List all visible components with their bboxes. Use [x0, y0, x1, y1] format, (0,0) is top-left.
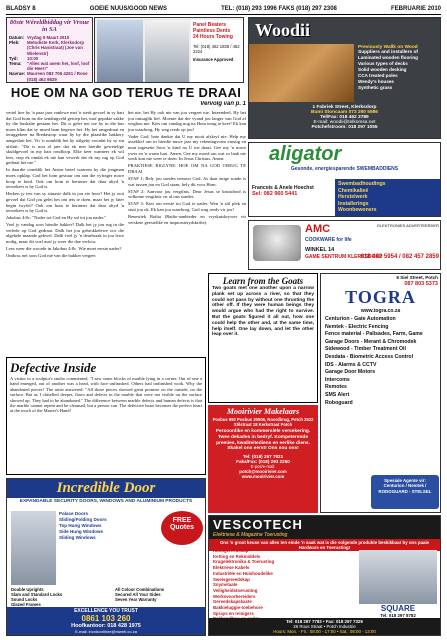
cookware-photo [253, 225, 301, 261]
togra-product: Centurion - Gate Automation [325, 316, 396, 322]
mooirivier-fax: Faks/Fax: (018) 293 2250 [236, 459, 290, 465]
togra-phone: 087 803 5373 [404, 281, 438, 287]
story-paragraph: STAP 3: Kies om eerste tot God te nader. Wen 'n stil plek en stuit jou ok. Ek kan jou waarborg, God wag reeds vir jou! [128, 201, 246, 212]
vescotech-product: Ketting en Rekmiddels [213, 553, 261, 559]
security-door-photo [11, 511, 56, 585]
incredible-subtitle: EXPANDABLE SECURITY DOORS, WINDOWS AND ALUMINIUM PRODUCTS [19, 499, 193, 504]
story-paragraph: Benestiek Botha (Radio-aanbieder en vryskutskrywer vir verskeie geestelike en inspirasietydskrifte). [128, 214, 246, 225]
incredible-feature: Sound Locks [11, 597, 38, 602]
wereldbiddag-row [9, 71, 90, 81]
incredible-feature: Seven Year Warranty [115, 597, 157, 602]
story-paragraph: Voel jy vandag soos hierdie bakker? Dalk het jy jou rug in die verlede op God gedraai. Dalk het jou gebrokkelewe oor die algehele maande gekwel. Dalk voel jy 'n deurbraak in jou lewe nodig, maar dit voel asof jy weer die dae verloor. [6, 222, 124, 245]
wereldbiddag-value: 10:00 [27, 55, 39, 61]
story-paragraph: Vader God, baie dankie dat U my nooit afskryf nie. Help my asseblief om in hierdie nuwe jaar my rekeningvorm ernstig en nuut ingesette Soos 'n kind na U toe draai. Gee my 'n nuwe ywer en 'n warm hart. Amen, Gee my moed om wat so lank nie werk kon nie weer te doen. In Jesus Christus. Amen. [128, 133, 246, 162]
woodii-product: Wendy's houses [358, 79, 394, 84]
service-1: Panel Beaters [193, 22, 227, 28]
incredible-excellence: EXCELLENCE YOU TRUST [74, 608, 138, 614]
woodii-logo: Woodii [255, 20, 311, 40]
togra-product: Roboguard [325, 399, 353, 406]
woodii-product: Solid wooden decking [358, 67, 407, 72]
wereldbiddag-details [7, 34, 92, 83]
learn-goats-text: Two goats met one another upon a narrow plank set up across a river, so that they could not pass by without one thrusting the other off. If they were human beings they would argue who had the right to survive. But the goats figured it all out, how one could help the other and, at the same time, help itself. One lay down, and let the other leap over it. [212, 286, 314, 338]
incredible-head-office: Hoofkantoor: 018 428 1975 [71, 623, 141, 629]
page-number: BLADSY 8 [6, 6, 36, 12]
square-logo: SQUARE [380, 604, 416, 613]
service-3: 24 Hours Towing [193, 34, 233, 40]
page-header [6, 4, 441, 15]
woodii-product: Laminated wooden flooring [358, 55, 418, 60]
togra-product: Garage Doors - Merant & Chromodek [325, 338, 417, 345]
wereldbiddag-key: Tyd: [9, 55, 18, 61]
togra-product: Garage Door Motors [325, 369, 376, 376]
amc-ad [248, 220, 441, 270]
vescotech-product: Sweisgereedskap [213, 576, 250, 582]
amc-mall: GAME SENTRUM KLERKSDORP [305, 254, 383, 260]
vescotech-product: Bakkieluggie-toebehore [213, 605, 263, 611]
incredible-feature: Secured All Your Sides [115, 592, 161, 597]
free-quotes-badge: FREE Quotes [161, 511, 203, 545]
story-continued: Vervolg van p. 1 [200, 101, 246, 107]
wereldbiddag-ad [6, 17, 93, 83]
publication-name: GOEIE NUUS/GOOD NEWS [89, 6, 168, 12]
wereldbiddag-key: Tema: [9, 61, 22, 67]
amc-logo: AMC [305, 223, 331, 235]
vescotech-product: Handgereedskap [213, 548, 249, 553]
togra-product: Intercoms [325, 376, 350, 383]
togra-product: Fence material - Palisades, Farm, Game [325, 331, 423, 338]
woodii-product-list [358, 55, 438, 91]
woodii-product: Various types of decks [358, 61, 408, 66]
mooirivier-web: www.mooirivier.com [241, 474, 285, 480]
story-paragraph: Jakobus 4:8c: "Nader tot God en Hy sal tot jou nader." [6, 215, 107, 221]
wooden-deck-photo [249, 44, 354, 102]
mooirivier-address: Posbus 992 Posbus 20506, Noordbrug, Potch 2522 Stilstraat 18 Kerkstraat Potch [212, 417, 314, 427]
story-paragraph: STAP 2: Aanvaar jou vergifnis. Deur Jesus se kruisdood is volkome vergifnis vir al ons sondes. [128, 188, 246, 200]
aligator-service: Herstelwerk [338, 194, 368, 201]
vescotech-logo: VESCOTECH [213, 517, 303, 532]
wereldbiddag-row [9, 61, 90, 71]
incredible-feature: All Colour Combinations [115, 587, 165, 592]
woodii-product: Synthetic grass [358, 85, 393, 90]
wereldbiddag-key: Navrae: [9, 71, 26, 77]
vescotech-product: Sprays en reinigers [213, 610, 254, 616]
panelbeater-contact: Tel: (018) 462 1838 / 462 2224 [193, 44, 240, 54]
learn-goats-title: Learn from the Goats [222, 276, 304, 286]
truck-photo-center [145, 20, 189, 82]
mooirivier-email-label: E-pos/e-mail: [250, 464, 276, 470]
vescotech-hours: Hours: Mon. - Fri.: 08:00 - 17:00 • Sat.: 08:00 - 13:00 [273, 629, 376, 634]
aligator-subtitle: Gesonde, energiesparende SWEMBADDIENS [290, 166, 399, 172]
amc-phones: 018 462 5954 / 082 457 2859 [360, 254, 439, 260]
panelbeater-services [191, 20, 243, 82]
incredible-feature: Slam and Standard Locks [11, 592, 63, 597]
story-paragraph: STAP 1: Bely jou sondes teenoor God. As daar enige sonde is wat tussen jou en God staan, bely dit voor Hom. [128, 176, 246, 187]
aligator-service: Installerings [338, 200, 369, 207]
incredible-product: Palace Doors [59, 511, 89, 516]
aligator-services [338, 181, 437, 214]
vescotech-product: Industriële en Huishoudelike [213, 570, 273, 576]
woodii-product: CCA treated poles [358, 73, 398, 78]
panelbeater-insurance: Insurance Approved [193, 57, 234, 62]
amc-tag: ELEKTRONIES ADVERTEERDER [377, 223, 439, 228]
incredible-phone: 0861 103 260 [81, 614, 131, 623]
wereldbiddag-value: Metodiste Kerk, Klerksdorp (Chris Hanistraat) (Joe van Wielenstr) [27, 40, 85, 56]
mooirivier-services: Persoonlike en kommersiële versekering. Twee dekades in bedryf. Kompeterende premies, kwaliteitediens en eerlike diens. Skakel ons eerst! Ons sou ons! [215, 429, 311, 452]
incredible-feature: Double Uprights [11, 587, 44, 592]
mooirivier-tel: Tel: (018) 297 7821 [242, 454, 284, 460]
vescotech-tel: Tel: 018 297 7783 • Fax: 018 297 7329 [286, 619, 363, 624]
vescotech-subtitle: Elektriese & Magazine Toerusting [213, 532, 288, 538]
togra-logo: TOGRA [345, 287, 416, 307]
wereldbiddag-value: Maureen 083 706 4261 / Rose (018) 462 9829 [27, 71, 88, 82]
incredible-products [59, 511, 159, 541]
woodii-potch: Potchefstroom: 018 297 1055 [311, 125, 378, 130]
togra-product: Dexdata - Biometric Access Control [325, 353, 414, 360]
wereldbiddag-value: Vrydag 5 Maart 2010 [27, 35, 70, 40]
wereldbiddag-row [9, 40, 90, 56]
truck-photo-left [97, 20, 143, 82]
defective-text: A visitor to a sculptor's studio commented, "I saw some blocks of marble lying in a corner. Out of one a hand emerged, out of another was a head, with face unfinished. Others had unfinished work. Why the abandoned pieces? The artist answered: "All those pieces showed great promise on the outside, on the surface. But as I chiselled deeper, flaws and defects in the marble that were not visible on the surface showed up. They had to be abandoned." The difference between marble defects and human defects is that the marble cannot repent and be cleansed, but a person can. The defective heart becomes the perfect heart at the touch of the Master's Hand! [10, 376, 202, 414]
vescotech-address: 28 Roos Straat • Potch Industrie [293, 624, 356, 629]
story-paragraph: In daardie oomblik het Anton besef waarom hy die jongman moes opklap. God het hom gestuur om aan die vyfrager nuwe hoop te bied. Ook om hom te herinner dat daar altyd 'n terwekeer is by God is. [6, 167, 124, 190]
woodii-address: 1 Fabriek Street, Klerksdorp [312, 105, 377, 110]
header-phone: TEL: (018) 293 1996 FAKS (018) 297 2308 [221, 6, 337, 12]
story-paragraph: Lees weer die woorde in Jakobus 4:8c. Wie moet eerste nader? [6, 246, 122, 252]
mooirivier-ad [208, 405, 318, 513]
incredible-feature: Glazed Frames [11, 602, 41, 607]
wereldbiddag-key: Datum: [9, 35, 25, 40]
defective-title: Defective Inside [10, 360, 97, 375]
incredible-product: Top Hung Windows [59, 523, 102, 528]
woodii-tagline: Previously Wallk on Wood [358, 45, 418, 50]
story-headline-box [6, 85, 246, 101]
incredible-email: E-mail: incrdoorlihee@mweb.co.za [75, 629, 137, 634]
mooirivier-email: potch@mooirivier.com [239, 469, 287, 475]
aligator-service: Chemikalieë [338, 187, 369, 194]
learn-goats-box [208, 273, 318, 403]
story-paragraph: vertel hoe hy 'n paar jaar vanlewe met 'n sterk gevoel in sy hart dat God hom na die sendingveld geroep het, mof gepakte sakke by die bushalte gestaan het. Dit is geler net toe hy in die bus moes klim dat sy moed hom begewe het. Hy het omgedraai en teruggekeer na Bredastorp waar hy by die plaaslike bakkery aangesluit het. Vir 'n oomblik het hy stilgehy voordat hy sy sin afsluit: "Dit is nou al jare dat ek met hierdie gewetelige skuldgevoel in my hart rondloop. Elke keer wanneer ek wil lees, stop ek omdat ek nie kan vewerk dat ek my rug op God gedraai het nie." [6, 110, 124, 166]
amc-shop: WINKEL 14 [305, 247, 335, 253]
incredible-product: Side Hung Windows [59, 529, 104, 534]
vescotech-product: Kragelektronika & Toerusting [213, 559, 275, 565]
incredible-logo: Incredible Door [7, 479, 205, 498]
incredible-features [11, 587, 203, 607]
wereldbiddag-key: Plek: [9, 40, 20, 46]
vescotech-product: Snymetaale [213, 582, 238, 588]
story-paragraph: PRAKTIESE RIGLYNE: HOE OM NA GOD TERUG TE DRAAI [128, 163, 246, 174]
woodii-telfax: Tel/Fax: 018 462 3789 [320, 115, 369, 120]
mooirivier-title: Mooirivier Makelaars [226, 407, 300, 416]
vescotech-product: Gereedskapskaste [213, 599, 252, 605]
togra-agent-badge: Spesiale Agente vir: Centurion / Nemtek / RODOGUARD - STELSEL [371, 475, 439, 509]
service-2: Paintless Dents [193, 28, 231, 34]
woodii-phone: Bumi Stoncaam 073 290 5986 [311, 110, 378, 115]
togra-ad [320, 273, 441, 513]
wereldbiddag-title: 80ste Wêreldbiddag vir Vroue in SA [9, 19, 90, 33]
togra-product: Nemtek - Electric Fencing [325, 323, 389, 330]
incredible-product: Sliding/Folding Doors [59, 517, 107, 522]
story-paragraph: Herken jy iets van sy situasie dalk in jou eie lewe? Het jy ooit gevoel dat God jou gelei het om iets te doen, maar het jy later begin twyfel? Ook om hom te herinner dat daar altyd 'n terwekeer is by God is. [6, 191, 124, 214]
togra-web: www.togra.co.za [360, 308, 401, 314]
aligator-service: Woonbewoners [338, 207, 377, 214]
woodii-email: E-mail: woodii@telkomsa.net [313, 120, 376, 125]
aligator-owners: Francois & Anele Hoechst [252, 185, 314, 191]
vescotech-product: Werksvoorbereiders [213, 593, 256, 599]
story-headline: HOE OM NA GOD TERUG TE DRAAI [10, 85, 242, 100]
story-column-1 [6, 110, 124, 355]
panelbeater-ad [94, 17, 244, 83]
tools-photo [359, 550, 437, 604]
square-tel: Tel: 018 297 8782 [380, 613, 416, 618]
togra-product-list [321, 314, 440, 409]
togra-product: Remotes [325, 384, 347, 391]
togra-product: SMS Alert [325, 391, 350, 398]
aligator-ad [248, 142, 441, 217]
amc-subtitle: COOKWARE for life [305, 237, 352, 243]
incredible-door-ad [6, 478, 206, 636]
togra-address: 8 Siel Street, Potch [396, 275, 438, 280]
vescotech-product-list [213, 548, 353, 622]
incredible-product: Sliding Windows [59, 535, 96, 540]
defective-inside-box [6, 357, 206, 475]
woodii-suppliers: Suppliers and installers of [358, 50, 418, 55]
aligator-logo: aligator [269, 143, 342, 165]
woodii-ad [248, 17, 441, 139]
issue-date: FEBRUARIE 2010 [390, 6, 441, 12]
story-paragraph: Onthou, net soos God nie van die bakker vergeet [6, 253, 96, 259]
vescotech-ad [208, 515, 441, 636]
vescotech-product: Veiligheidstoerusting [213, 587, 258, 593]
vescotech-product: Elektriese Kabels [213, 565, 250, 571]
togra-product: Sidewood - Timber Treatment Oil [325, 346, 406, 353]
aligator-cell: Sel: 082 960 5441 [252, 191, 298, 197]
vescotech-tagline: Ons 'n groot keuse van alles ten einde 'n saak wat is die volgende produkte beskikbaar by ons paaie Hardware en Toerusting! [209, 539, 440, 551]
story-paragraph: het nie, het Hy ook nie van jou vergeet nie. Inteendeel, Hy het jou ontsaglik lief. Moenie dat die vyand jou langer van God af weghou nie. Kies om vandag nog na Hom terug te keer! Ek kan jou waarborg, Hy wag reeds op jou! [128, 110, 246, 132]
togra-product: IDS - Alarms & CCTV [325, 361, 377, 368]
aligator-service: Swembadhoudings [338, 181, 386, 187]
wereldbiddag-value: "Alles wat asem het, loof, loof die Heer!" [27, 61, 90, 72]
